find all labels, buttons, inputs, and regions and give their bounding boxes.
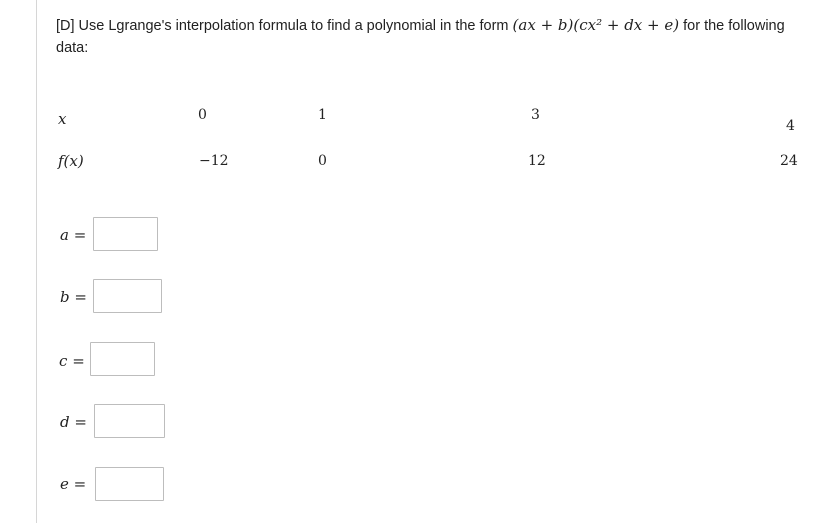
equals-sign: = xyxy=(72,352,85,370)
x-value-cell: 3 xyxy=(531,107,540,123)
answer-d-input[interactable] xyxy=(94,404,165,438)
answer-c-label xyxy=(59,352,85,370)
equals-sign: = xyxy=(73,475,87,493)
answer-b-input[interactable] xyxy=(93,279,162,313)
answer-a-label xyxy=(60,226,86,244)
answer-d-label xyxy=(60,413,87,431)
answer-e-input[interactable] xyxy=(95,467,164,501)
fx-value-cell: 24 xyxy=(780,153,798,169)
variable-name: e xyxy=(60,475,69,493)
question-text xyxy=(56,14,796,59)
x-value-cell: 1 xyxy=(318,107,327,123)
variable-name: b xyxy=(60,288,70,306)
variable-name: d xyxy=(60,413,70,431)
equals-sign: = xyxy=(74,288,87,306)
variable-name: a xyxy=(60,226,69,244)
x-row-label: x xyxy=(58,110,67,128)
answer-e-label xyxy=(60,475,86,493)
polynomial-formula: (ax + b)(cx² + dx + e) xyxy=(512,16,680,34)
answer-c-input[interactable] xyxy=(90,342,155,376)
content-border xyxy=(36,0,37,523)
fx-value-cell: −12 xyxy=(199,153,229,169)
x-value-cell: 4 xyxy=(786,118,795,134)
x-value-cell: 0 xyxy=(198,107,207,123)
fx-value-cell: 0 xyxy=(318,153,327,169)
answer-a-input[interactable] xyxy=(93,217,158,251)
equals-sign: = xyxy=(74,413,87,431)
question-suffix: for the following data: xyxy=(56,18,785,56)
fx-row-label: f(x) xyxy=(58,152,84,170)
variable-name: c xyxy=(59,352,68,370)
question-prefix: [D] Use Lgrange's interpolation formula to find a polynomial in the form xyxy=(56,18,509,34)
answer-b-label xyxy=(60,288,87,306)
equals-sign: = xyxy=(73,226,87,244)
fx-value-cell: 12 xyxy=(528,153,546,169)
